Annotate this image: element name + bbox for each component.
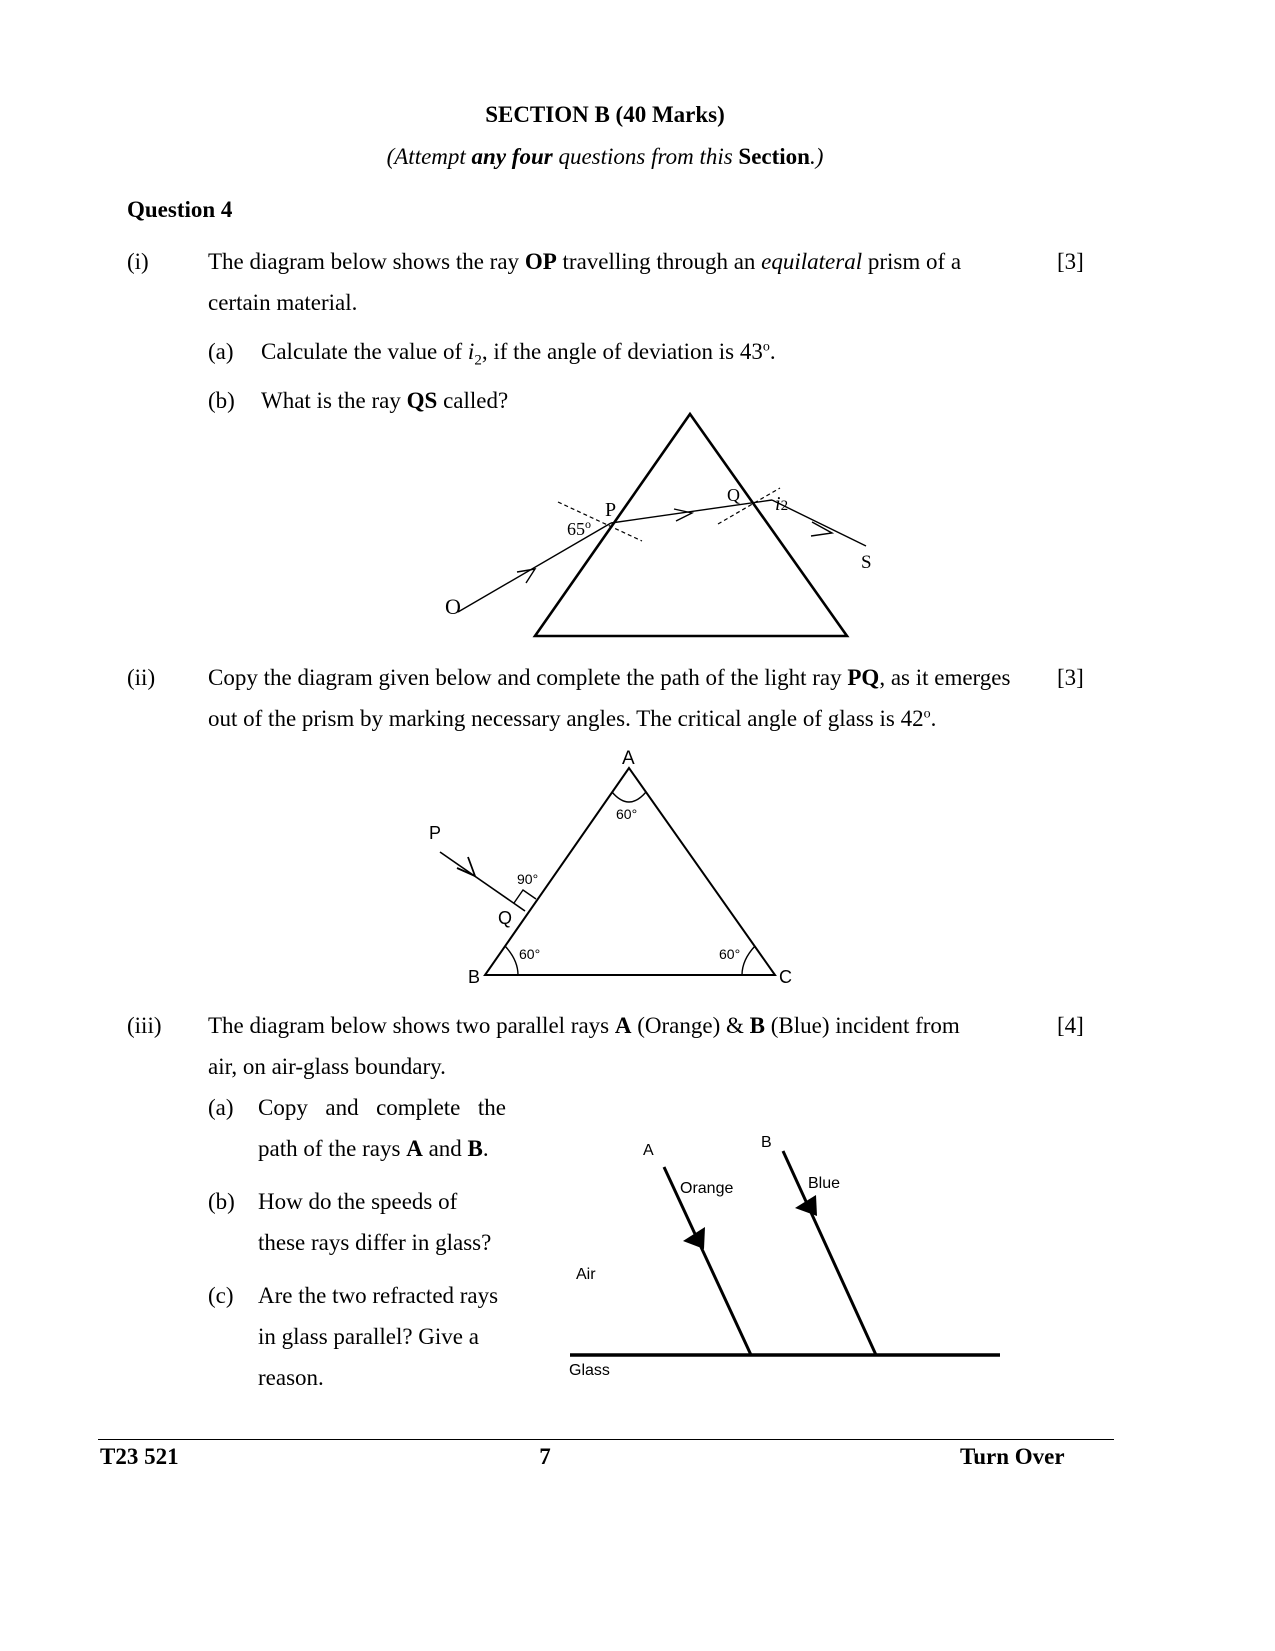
sub-iii-a-period: . bbox=[482, 1136, 489, 1161]
ray-a-label: A bbox=[643, 1142, 654, 1159]
part-ii-ray-pq: PQ bbox=[847, 665, 880, 690]
sub-b-text3: called? bbox=[437, 388, 509, 413]
angle-65-sup: o bbox=[585, 517, 591, 531]
part-i-number: (i) bbox=[127, 249, 149, 274]
part-i-text-c: travelling through an bbox=[556, 249, 762, 274]
footer-rule bbox=[98, 1439, 1114, 1440]
label-q-2: Q bbox=[498, 908, 513, 928]
angle-c-60: 60° bbox=[719, 946, 741, 962]
part-ii-deg: o bbox=[923, 706, 931, 722]
part-ii-text-2b: . bbox=[930, 706, 937, 731]
part-iii-ray-a: A bbox=[614, 1013, 632, 1038]
part-iii-sub-c-line1: Are the two refracted rays bbox=[258, 1283, 499, 1308]
part-ii-text-a: Copy the diagram given below and complete the path of the light ray bbox=[208, 665, 848, 690]
angle-90: 90° bbox=[517, 871, 539, 887]
vertex-b: B bbox=[468, 967, 481, 987]
part-iii-sub-c-line3: reason. bbox=[258, 1365, 324, 1390]
sub-a-deg: o bbox=[762, 339, 770, 355]
label-o: O bbox=[445, 594, 461, 619]
label-q: Q bbox=[727, 485, 740, 505]
question-heading: Question 4 bbox=[127, 197, 233, 222]
sub-a-text1: Calculate the value of bbox=[261, 339, 468, 364]
part-iii-sub-b-line2: these rays differ in glass? bbox=[258, 1230, 492, 1255]
footer-turn-over: Turn Over bbox=[960, 1444, 1065, 1469]
part-ii-number: (ii) bbox=[127, 665, 156, 690]
part-iii-number: (iii) bbox=[127, 1013, 162, 1038]
part-iii-marks: [4] bbox=[1057, 1013, 1084, 1038]
part-iii-line2: air, on air-glass boundary. bbox=[208, 1054, 446, 1079]
angle-a-60: 60° bbox=[616, 806, 638, 822]
part-iii-sub-b-label: (b) bbox=[208, 1189, 235, 1214]
instruction-open: (Attempt bbox=[386, 144, 472, 169]
instruction-bold2: Section bbox=[738, 144, 810, 169]
part-iii-sub-a-line1: Copy and complete the bbox=[258, 1095, 506, 1120]
sub-a-text3: . bbox=[769, 339, 776, 364]
glass-label: Glass bbox=[569, 1362, 610, 1379]
footer-code: T23 521 bbox=[100, 1444, 179, 1469]
sub-iii-a-and: and bbox=[422, 1136, 468, 1161]
vertex-a: A bbox=[622, 748, 635, 769]
part-i-sub-b-label: (b) bbox=[208, 388, 235, 413]
air-label: Air bbox=[576, 1266, 596, 1283]
angle-65-value: 65 bbox=[567, 519, 585, 539]
part-iii-ray-b: B bbox=[749, 1013, 765, 1038]
part-i-equilateral: equilateral bbox=[761, 249, 863, 274]
label-p: P bbox=[605, 499, 617, 521]
part-iii-text-e: (Blue) incident from bbox=[764, 1013, 960, 1038]
part-iii-sub-b-line1: How do the speeds of bbox=[258, 1189, 458, 1214]
section-title: SECTION B (40 Marks) bbox=[485, 102, 725, 127]
part-i-line2: certain material. bbox=[208, 290, 358, 315]
sub-iii-a-ray-b: B bbox=[467, 1136, 483, 1161]
sub-a-sub: 2 bbox=[474, 352, 482, 369]
orange-label: Orange bbox=[680, 1180, 734, 1197]
part-iii-text-c: (Orange) & bbox=[631, 1013, 750, 1038]
part-ii-text-c: , as it emerges bbox=[879, 665, 1011, 690]
part-i-text-e: prism of a bbox=[862, 249, 962, 274]
label-s: S bbox=[861, 552, 872, 573]
sub-a-text2: , if the angle of deviation is 43 bbox=[481, 339, 763, 364]
label-p-2: P bbox=[429, 823, 442, 843]
part-i-text-a: The diagram below shows the ray bbox=[208, 249, 525, 274]
instruction-mid: questions from this bbox=[552, 144, 739, 169]
blue-label: Blue bbox=[808, 1175, 841, 1192]
part-i-sub-a-label: (a) bbox=[208, 339, 234, 364]
instruction-close: .) bbox=[809, 144, 824, 169]
part-i-marks: [3] bbox=[1057, 249, 1084, 274]
angle-i2-letter: i bbox=[775, 493, 781, 515]
sub-b-ray-qs: QS bbox=[406, 388, 438, 413]
sub-b-text1: What is the ray bbox=[261, 388, 407, 413]
vertex-c: C bbox=[779, 967, 792, 987]
angle-i2-sub: 2 bbox=[780, 498, 789, 514]
part-iii-text-a: The diagram below shows two parallel rays bbox=[208, 1013, 615, 1038]
sub-iii-a-text: path of the rays bbox=[258, 1136, 407, 1161]
ray-b-label: B bbox=[761, 1134, 772, 1151]
instruction-bold1: any four bbox=[471, 144, 553, 169]
sub-a-i: i bbox=[467, 339, 475, 364]
footer-page-number: 7 bbox=[539, 1444, 551, 1469]
part-ii-marks: [3] bbox=[1057, 665, 1084, 690]
part-iii-sub-c-line2: in glass parallel? Give a bbox=[258, 1324, 479, 1349]
part-iii-sub-a-label: (a) bbox=[208, 1095, 234, 1120]
angle-b-60: 60° bbox=[519, 946, 541, 962]
part-iii-sub-c-label: (c) bbox=[208, 1283, 234, 1308]
sub-iii-a-ray-a: A bbox=[406, 1136, 423, 1161]
part-ii-text-2a: out of the prism by marking necessary angles. The critical angle of glass is 42 bbox=[208, 706, 924, 731]
part-i-ray-op: OP bbox=[524, 249, 557, 274]
